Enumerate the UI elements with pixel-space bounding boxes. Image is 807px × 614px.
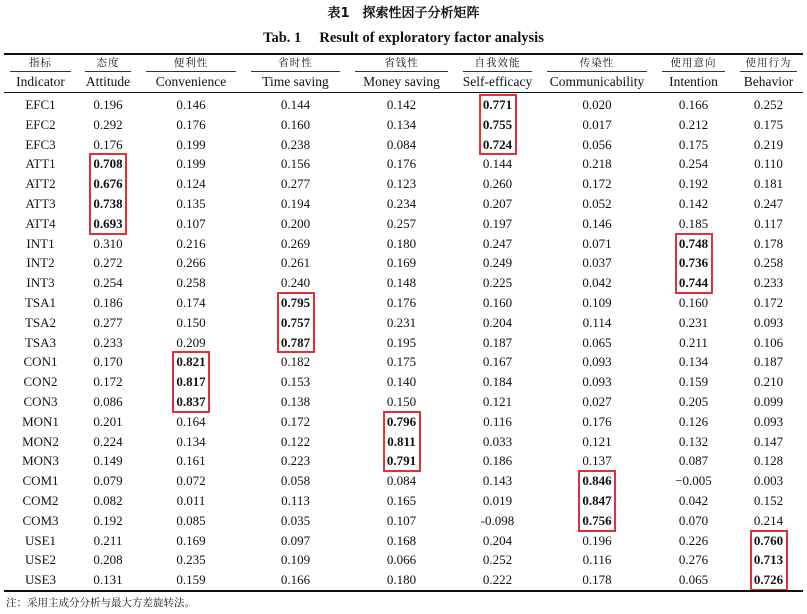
loading-cell: 0.093 — [753, 413, 784, 429]
loading-cell: 0.107 — [386, 512, 417, 528]
header-underline — [85, 71, 131, 72]
loading-cell: 0.178 — [753, 235, 784, 251]
loading-cell: 0.258 — [176, 275, 206, 291]
loading-cell: 0.224 — [93, 433, 123, 449]
indicator-cell: ATT3 — [25, 196, 56, 211]
loading-cell-highlighted: 0.713 — [753, 552, 784, 568]
loading-cell: 0.266 — [176, 255, 206, 271]
loading-cell: 0.233 — [93, 334, 123, 350]
loading-cell: 0.169 — [386, 255, 417, 271]
loading-cell: 0.017 — [582, 116, 612, 132]
loading-cell: 0.128 — [753, 453, 784, 469]
column-header-english: Attitude — [85, 74, 131, 89]
indicator-cell: ATT1 — [25, 156, 56, 172]
loading-cell-highlighted: 0.771 — [482, 97, 513, 112]
loading-cell: 0.204 — [482, 314, 513, 330]
loading-cell: 0.238 — [280, 136, 311, 152]
loading-cell: 0.247 — [482, 235, 513, 251]
table-title-english: Tab. 1 Result of exploratory factor analysis — [263, 30, 544, 46]
table-row — [4, 293, 803, 313]
loading-cell: 0.149 — [93, 453, 123, 469]
highlight-box — [277, 292, 315, 353]
loading-cell: 0.084 — [386, 473, 417, 489]
indicator-cell: TSA2 — [24, 314, 57, 330]
loading-cell: 0.159 — [678, 374, 709, 390]
loading-cell-highlighted: 0.760 — [753, 532, 784, 548]
indicator-cell: COM2 — [22, 493, 59, 508]
indicator-cell: INT2 — [26, 255, 55, 271]
loading-cell: 0.084 — [386, 136, 417, 152]
indicator-cell: CON3 — [23, 394, 58, 409]
loading-cell: 0.086 — [93, 394, 123, 409]
loading-cell: 0.121 — [482, 394, 513, 409]
table-row — [4, 333, 803, 353]
loading-cell: 0.196 — [93, 97, 123, 112]
loading-cell: 0.110 — [754, 156, 783, 172]
column-header-chinese: 传染性 — [579, 57, 615, 69]
loading-cell: 0.165 — [386, 493, 417, 508]
loading-cell: 0.079 — [93, 473, 123, 489]
loading-cell: 0.204 — [482, 532, 513, 548]
loading-cell: 0.093 — [582, 354, 612, 370]
loading-cell: 0.186 — [482, 453, 513, 469]
indicator-cell: CON1 — [23, 354, 58, 370]
loading-cell: 0.093 — [753, 314, 784, 330]
loading-cell: 0.161 — [176, 453, 206, 469]
loading-cell: 0.195 — [386, 334, 417, 350]
loading-cell-highlighted: 0.708 — [93, 156, 123, 172]
loading-cell: 0.106 — [753, 334, 784, 350]
loading-cell-highlighted: 0.787 — [280, 334, 311, 350]
loading-cell: -0.098 — [480, 512, 515, 528]
loading-cell: 0.252 — [482, 552, 513, 568]
loading-cell: 0.184 — [482, 374, 513, 390]
loading-cell: 0.231 — [386, 314, 417, 330]
header-underline — [355, 71, 448, 72]
highlight-box — [89, 153, 127, 234]
column-header-chinese: 指标 — [29, 57, 52, 69]
loading-cell: 0.226 — [678, 532, 709, 548]
loading-cell: 0.170 — [93, 354, 123, 370]
loading-cell: 0.027 — [582, 394, 612, 409]
loading-cell: 0.156 — [280, 156, 311, 172]
loading-cell: 0.175 — [386, 354, 417, 370]
loading-cell: 0.182 — [280, 354, 311, 370]
loading-cell: 0.176 — [582, 413, 612, 429]
loading-cell: 0.132 — [678, 433, 709, 449]
loading-cell: 0.114 — [582, 314, 612, 330]
loading-cell: 0.159 — [176, 572, 206, 588]
loading-cell: 0.258 — [753, 255, 784, 271]
header-underline — [146, 71, 236, 72]
loading-cell: 0.240 — [280, 275, 311, 291]
column-header-english: Money saving — [363, 74, 440, 89]
loading-cell: 0.208 — [93, 552, 123, 568]
column-header-chinese: 便利性 — [173, 57, 209, 69]
loading-cell: 0.292 — [93, 116, 123, 132]
loading-cell: 0.116 — [582, 552, 612, 568]
indicator-cell: TSA3 — [24, 334, 57, 350]
column-header — [734, 55, 803, 91]
loading-cell: 0.210 — [753, 374, 784, 390]
loading-cell-highlighted: 0.744 — [678, 275, 709, 291]
loading-cell: 0.233 — [753, 275, 784, 291]
loading-cell-highlighted: 0.811 — [387, 433, 416, 449]
table-row — [4, 511, 803, 531]
loading-cell: 0.192 — [93, 512, 123, 528]
loading-cell-highlighted: 0.817 — [176, 374, 206, 390]
loading-cell: 0.065 — [678, 572, 709, 588]
loading-cell: 0.150 — [386, 394, 417, 409]
loading-cell: 0.205 — [678, 394, 709, 409]
highlight-box — [479, 94, 517, 155]
table-row — [4, 471, 803, 491]
loading-cell: 0.042 — [678, 493, 709, 508]
indicator-cell: EFC2 — [25, 116, 56, 132]
loading-cell: 0.070 — [678, 512, 709, 528]
loading-cell-highlighted: 0.676 — [93, 176, 123, 192]
column-header-chinese: 态度 — [96, 57, 120, 69]
loading-cell: 0.192 — [678, 176, 709, 192]
loading-cell: 0.219 — [753, 136, 784, 152]
loading-cell: 0.199 — [176, 156, 206, 172]
loading-cell: 0.160 — [482, 295, 513, 310]
highlight-box — [383, 411, 421, 472]
header-underline — [251, 71, 340, 72]
loading-cell: 0.135 — [176, 196, 206, 211]
indicator-cell: ATT4 — [25, 215, 56, 231]
loading-cell: 0.123 — [386, 176, 417, 192]
column-header-english: Self-efficacy — [462, 74, 533, 89]
loading-cell: 0.143 — [482, 473, 513, 489]
loading-cell: 0.216 — [176, 235, 206, 251]
table-row — [4, 352, 803, 372]
loading-cell: 0.223 — [280, 453, 311, 469]
loading-cell: 0.211 — [93, 532, 123, 548]
loading-cell: 0.109 — [280, 552, 311, 568]
loading-cell: 0.072 — [176, 473, 206, 489]
highlight-box — [675, 233, 713, 294]
loading-cell: 0.252 — [753, 97, 784, 112]
loading-cell: 0.187 — [482, 334, 513, 350]
loading-cell: 0.160 — [280, 116, 311, 132]
loading-cell: 0.152 — [753, 493, 784, 508]
loading-cell: 0.218 — [582, 156, 612, 172]
bottom-rule — [4, 590, 803, 592]
loading-cell: 0.277 — [93, 314, 123, 330]
table-row — [4, 372, 803, 392]
loading-cell: 0.222 — [482, 572, 513, 588]
loading-cell: 0.310 — [93, 235, 123, 251]
indicator-cell: MON3 — [22, 453, 59, 469]
loading-cell: 0.082 — [93, 493, 123, 508]
table-row — [4, 313, 803, 333]
loading-cell: 0.254 — [93, 275, 123, 291]
loading-cell: 0.225 — [482, 275, 513, 291]
loading-cell: 0.164 — [176, 413, 206, 429]
header-underline — [463, 71, 532, 72]
loading-cell: 0.176 — [176, 116, 206, 132]
loading-cell: 0.138 — [280, 394, 311, 409]
column-header-english: Time saving — [262, 74, 329, 89]
highlight-box — [172, 351, 210, 412]
loading-cell: 0.147 — [753, 433, 784, 449]
column-header-chinese: 使用意向 — [670, 57, 717, 69]
loading-cell: 0.134 — [176, 433, 206, 449]
loading-cell: 0.144 — [280, 97, 311, 112]
loading-cell: 0.200 — [280, 215, 311, 231]
loading-cell: 0.122 — [280, 433, 311, 449]
loading-cell: 0.058 — [280, 473, 311, 489]
loading-cell: 0.097 — [280, 532, 311, 548]
loading-cell: 0.140 — [386, 374, 417, 390]
loading-cell: 0.137 — [582, 453, 612, 469]
column-header — [79, 55, 137, 91]
loading-cell-highlighted: 0.757 — [280, 314, 311, 330]
loading-cell: 0.169 — [176, 532, 206, 548]
column-header — [656, 55, 731, 91]
indicator-cell: MON1 — [22, 413, 59, 429]
column-header-chinese: 使用行为 — [745, 57, 792, 69]
loading-cell: 0.168 — [386, 532, 417, 548]
loading-cell: 0.176 — [93, 136, 123, 152]
loading-cell: 0.201 — [93, 413, 123, 429]
loading-cell: 0.166 — [280, 572, 311, 588]
loading-cell: 0.113 — [281, 493, 310, 508]
loading-cell: 0.056 — [582, 136, 612, 152]
loading-cell: 0.175 — [678, 136, 709, 152]
indicator-cell: USE1 — [24, 532, 57, 548]
loading-cell: 0.166 — [678, 97, 709, 112]
indicator-cell: EFC1 — [25, 97, 56, 112]
indicator-cell: EFC3 — [25, 136, 56, 152]
loading-cell: 0.172 — [582, 176, 612, 192]
column-header — [457, 55, 538, 91]
loading-cell: 0.254 — [678, 156, 709, 172]
loading-cell: 0.196 — [582, 532, 612, 548]
loading-cell-highlighted: 0.795 — [280, 295, 311, 310]
indicator-cell: ATT2 — [25, 176, 56, 192]
loading-cell: 0.160 — [678, 295, 709, 310]
loading-cell: 0.180 — [386, 572, 417, 588]
loading-cell: 0.181 — [753, 176, 784, 192]
loading-cell: 0.260 — [482, 176, 513, 192]
header-underline — [10, 71, 71, 72]
loading-cell: 0.035 — [280, 512, 311, 528]
table-row — [4, 491, 803, 511]
loading-cell: 0.131 — [93, 572, 123, 588]
column-header-chinese: 省钱性 — [384, 57, 419, 69]
loading-cell: 0.249 — [482, 255, 513, 271]
loading-cell: 0.261 — [280, 255, 311, 271]
loading-cell: 0.142 — [678, 196, 709, 211]
loading-cell: 0.099 — [753, 394, 784, 409]
loading-cell-highlighted: 0.846 — [582, 473, 612, 489]
loading-cell-highlighted: 0.755 — [482, 116, 513, 132]
loading-cell: 0.093 — [582, 374, 612, 390]
loading-cell: 0.085 — [176, 512, 206, 528]
loading-cell: 0.194 — [280, 196, 311, 211]
header-underline — [547, 71, 647, 72]
loading-cell: 0.235 — [176, 552, 206, 568]
loading-cell: 0.150 — [176, 314, 206, 330]
loading-cell: 0.146 — [582, 215, 612, 231]
header-rule — [4, 92, 803, 93]
column-header — [349, 55, 454, 91]
loading-cell-highlighted: 0.756 — [582, 512, 612, 528]
loading-cell: 0.212 — [678, 116, 709, 132]
loading-cell: 0.167 — [482, 354, 513, 370]
header-underline — [662, 71, 725, 72]
column-header-english: Convenience — [155, 74, 227, 89]
indicator-cell: COM1 — [22, 473, 59, 489]
loading-cell-highlighted: 0.791 — [386, 453, 417, 469]
loading-cell: 0.121 — [582, 433, 612, 449]
loading-cell: 0.276 — [678, 552, 709, 568]
loading-cell: 0.186 — [93, 295, 123, 310]
loading-cell: 0.176 — [386, 295, 417, 310]
loading-cell: 0.071 — [582, 235, 612, 251]
loading-cell: 0.117 — [754, 215, 783, 231]
loading-cell: 0.257 — [386, 215, 417, 231]
column-header-english: Intention — [669, 74, 718, 89]
loading-cell: 0.269 — [280, 235, 311, 251]
loading-cell: 0.187 — [753, 354, 784, 370]
column-header-chinese: 自我效能 — [474, 57, 521, 69]
loading-cell: 0.185 — [678, 215, 709, 231]
loading-cell: 0.107 — [176, 215, 206, 231]
loading-cell: 0.197 — [482, 215, 513, 231]
loading-cell: 0.234 — [386, 196, 417, 211]
loading-cell: 0.148 — [386, 275, 417, 291]
loading-cell: 0.272 — [93, 255, 123, 271]
loading-cell-highlighted: 0.847 — [582, 493, 612, 508]
table-row — [4, 135, 803, 155]
loading-cell: 0.175 — [753, 116, 784, 132]
loading-cell: 0.277 — [280, 176, 311, 192]
loading-cell: 0.066 — [386, 552, 417, 568]
indicator-cell: COM3 — [22, 512, 59, 528]
indicator-cell: INT3 — [26, 275, 55, 291]
loading-cell: 0.109 — [582, 295, 612, 310]
loading-cell: 0.142 — [386, 97, 417, 112]
loading-cell: 0.042 — [582, 275, 612, 291]
loading-cell: 0.134 — [678, 354, 709, 370]
loading-cell-highlighted: 0.837 — [176, 394, 206, 409]
loading-cell-highlighted: 0.693 — [93, 215, 123, 231]
loading-cell: 0.207 — [482, 196, 513, 211]
loading-cell-highlighted: 0.736 — [678, 255, 709, 271]
loading-cell: 0.211 — [679, 334, 708, 350]
loading-cell-highlighted: 0.726 — [753, 572, 784, 588]
column-header — [245, 55, 346, 91]
column-header-english: Communicability — [549, 74, 645, 89]
loading-cell-highlighted: 0.738 — [93, 196, 123, 211]
loading-cell: 0.003 — [753, 473, 784, 489]
table-row — [4, 570, 803, 590]
loading-cell: 0.172 — [93, 374, 123, 390]
header-underline — [740, 71, 797, 72]
loading-cell: 0.037 — [582, 255, 612, 271]
loading-cell: 0.146 — [176, 97, 206, 112]
loading-cell: 0.247 — [753, 196, 784, 211]
loading-cell: 0.033 — [482, 433, 513, 449]
table-row — [4, 550, 803, 570]
highlight-box — [578, 470, 616, 531]
loading-cell: 0.209 — [176, 334, 206, 350]
column-header — [541, 55, 653, 91]
table-row — [4, 392, 803, 412]
loading-cell: 0.174 — [176, 295, 206, 310]
column-header — [140, 55, 242, 91]
column-header-english: Indicator — [16, 74, 65, 89]
loading-cell: 0.124 — [176, 176, 206, 192]
indicator-cell: MON2 — [22, 433, 59, 449]
highlight-box — [750, 530, 788, 591]
indicator-cell: CON2 — [23, 374, 58, 390]
loading-cell: 0.011 — [176, 493, 206, 508]
loading-cell: 0.178 — [582, 572, 612, 588]
loading-cell-highlighted: 0.748 — [678, 235, 709, 251]
table-row — [4, 531, 803, 551]
loading-cell: 0.153 — [280, 374, 311, 390]
loading-cell: 0.019 — [482, 493, 513, 508]
loading-cell: 0.065 — [582, 334, 612, 350]
table-row — [4, 115, 803, 135]
loading-cell-highlighted: 0.724 — [482, 136, 513, 152]
loading-cell: 0.231 — [678, 314, 709, 330]
loading-cell-highlighted: 0.821 — [176, 354, 206, 370]
loading-cell: 0.126 — [678, 413, 709, 429]
loading-cell: 0.172 — [280, 413, 311, 429]
loading-cell: −0.005 — [675, 473, 712, 489]
loading-cell-highlighted: 0.796 — [386, 413, 417, 429]
table-footnote: 注：采用主成分分析与最大方差旋转法。 — [6, 597, 195, 609]
loading-cell: 0.134 — [386, 116, 417, 132]
loading-cell: 0.052 — [582, 196, 612, 211]
column-header — [4, 55, 77, 91]
column-header-english: Behavior — [743, 74, 794, 89]
loading-cell: 0.172 — [753, 295, 784, 310]
loading-cell: 0.214 — [753, 512, 784, 528]
indicator-cell: TSA1 — [24, 295, 57, 310]
loading-cell: 0.087 — [678, 453, 709, 469]
table-row — [4, 95, 803, 115]
loading-cell: 0.176 — [386, 156, 417, 172]
indicator-cell: INT1 — [26, 235, 55, 251]
column-header-chinese: 省时性 — [278, 57, 313, 69]
loading-cell: 0.144 — [482, 156, 513, 172]
loading-cell: 0.020 — [582, 97, 612, 112]
table-title-chinese: 表1 探索性因子分析矩阵 — [327, 6, 480, 21]
indicator-cell: USE3 — [24, 572, 57, 588]
loading-cell: 0.116 — [483, 413, 512, 429]
loading-cell: 0.180 — [386, 235, 417, 251]
loading-cell: 0.199 — [176, 136, 206, 152]
indicator-cell: USE2 — [24, 552, 57, 568]
